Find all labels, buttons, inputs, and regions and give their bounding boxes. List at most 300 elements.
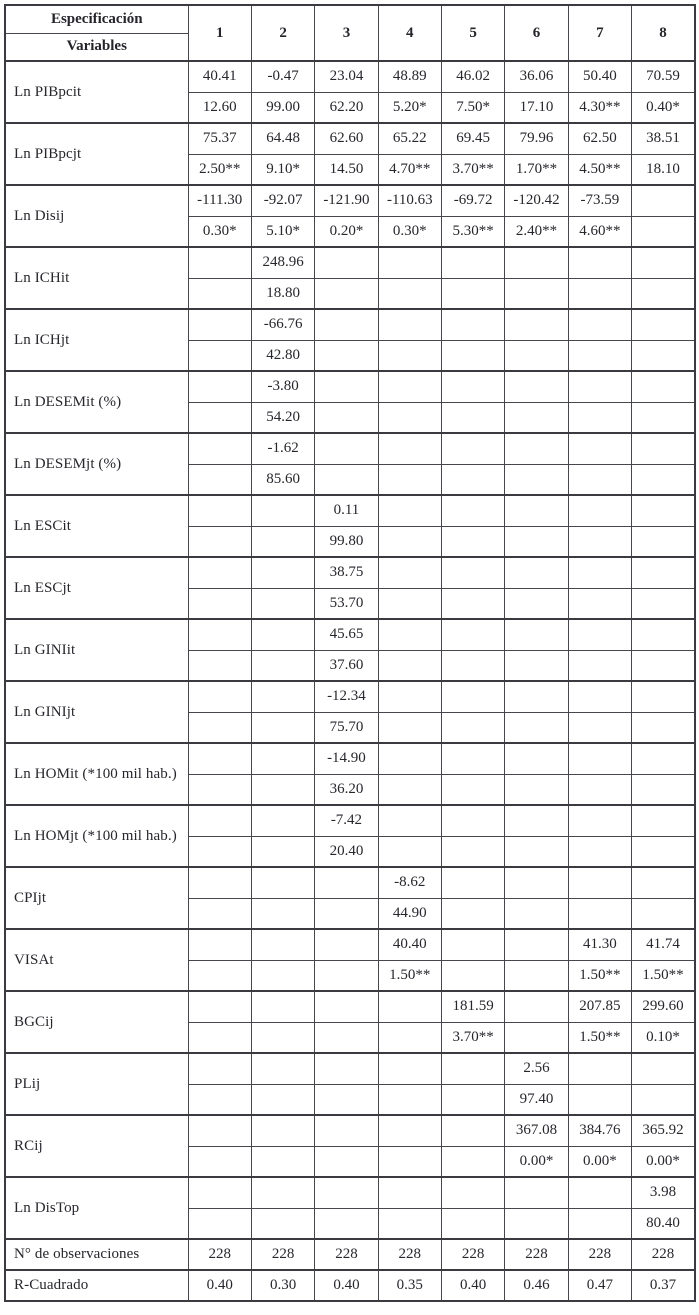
coef-cell: 62.50 (568, 123, 631, 154)
stat-cell: 0.20* (315, 216, 378, 247)
empty-cell (188, 309, 251, 340)
empty-cell (632, 402, 695, 433)
empty-cell (568, 557, 631, 588)
empty-cell (188, 1208, 251, 1239)
empty-cell (378, 464, 441, 495)
empty-cell (568, 1177, 631, 1208)
stat-cell: 20.40 (315, 836, 378, 867)
empty-cell (568, 898, 631, 929)
empty-cell (251, 1146, 314, 1177)
variable-row (5, 805, 695, 836)
empty-cell (188, 557, 251, 588)
empty-cell (251, 557, 314, 588)
coef-cell: 2.56 (505, 1053, 568, 1084)
summary-cell: 0.35 (378, 1270, 441, 1301)
summary-cell: 228 (632, 1239, 695, 1270)
empty-cell (251, 743, 314, 774)
stat-cell: 0.00* (568, 1146, 631, 1177)
empty-cell (505, 960, 568, 991)
empty-cell (315, 960, 378, 991)
summary-label: R-Cuadrado (5, 1270, 188, 1301)
coef-cell: -120.42 (505, 185, 568, 216)
stat-cell: 1.50** (568, 1022, 631, 1053)
empty-cell (505, 1208, 568, 1239)
variable-row (5, 1115, 695, 1146)
empty-cell (568, 712, 631, 743)
empty-cell (251, 526, 314, 557)
stat-cell: 53.70 (315, 588, 378, 619)
empty-cell (378, 247, 441, 278)
empty-cell (188, 650, 251, 681)
empty-cell (568, 681, 631, 712)
empty-cell (315, 1115, 378, 1146)
empty-cell (378, 991, 441, 1022)
empty-cell (568, 774, 631, 805)
regression-results-table (4, 4, 696, 1302)
stat-cell: 7.50* (441, 92, 504, 123)
empty-cell (632, 650, 695, 681)
empty-cell (251, 1053, 314, 1084)
empty-cell (378, 1053, 441, 1084)
empty-cell (505, 588, 568, 619)
coef-cell: 40.40 (378, 929, 441, 960)
coef-cell: 207.85 (568, 991, 631, 1022)
empty-cell (251, 1115, 314, 1146)
coef-cell: -14.90 (315, 743, 378, 774)
empty-cell (378, 1115, 441, 1146)
empty-cell (632, 1084, 695, 1115)
empty-cell (378, 1022, 441, 1053)
stat-cell: 18.10 (632, 154, 695, 185)
variable-label: Ln DESEMjt (%) (5, 433, 188, 495)
stat-cell: 0.00* (505, 1146, 568, 1177)
variable-label: Ln DisTop (5, 1177, 188, 1239)
empty-cell (378, 619, 441, 650)
table-header (5, 5, 695, 61)
variable-label: Ln PIBpcjt (5, 123, 188, 185)
empty-cell (568, 650, 631, 681)
variable-row (5, 371, 695, 402)
coef-cell: -121.90 (315, 185, 378, 216)
coef-cell: 181.59 (441, 991, 504, 1022)
empty-cell (251, 836, 314, 867)
empty-cell (505, 991, 568, 1022)
stat-cell: 4.70** (378, 154, 441, 185)
coef-cell: -110.63 (378, 185, 441, 216)
empty-cell (632, 557, 695, 588)
stat-cell: 54.20 (251, 402, 314, 433)
coef-cell: 38.51 (632, 123, 695, 154)
empty-cell (188, 495, 251, 526)
coef-cell: 367.08 (505, 1115, 568, 1146)
coef-cell: 70.59 (632, 61, 695, 92)
empty-cell (188, 743, 251, 774)
empty-cell (632, 216, 695, 247)
empty-cell (441, 557, 504, 588)
stat-cell: 0.00* (632, 1146, 695, 1177)
empty-cell (188, 929, 251, 960)
empty-cell (441, 1146, 504, 1177)
empty-cell (251, 805, 314, 836)
empty-cell (632, 433, 695, 464)
summary-cell: 0.37 (632, 1270, 695, 1301)
empty-cell (441, 1115, 504, 1146)
column-header-5: 5 (441, 5, 504, 61)
empty-cell (505, 898, 568, 929)
empty-cell (188, 836, 251, 867)
empty-cell (568, 402, 631, 433)
empty-cell (632, 371, 695, 402)
empty-cell (378, 526, 441, 557)
empty-cell (632, 495, 695, 526)
variable-label: Ln ICHjt (5, 309, 188, 371)
coef-cell: 365.92 (632, 1115, 695, 1146)
empty-cell (441, 743, 504, 774)
empty-cell (505, 774, 568, 805)
empty-cell (315, 1084, 378, 1115)
empty-cell (315, 929, 378, 960)
coef-cell: 299.60 (632, 991, 695, 1022)
empty-cell (632, 743, 695, 774)
empty-cell (441, 340, 504, 371)
empty-cell (315, 1146, 378, 1177)
coef-cell: 36.06 (505, 61, 568, 92)
empty-cell (441, 278, 504, 309)
empty-cell (251, 588, 314, 619)
coef-cell: -66.76 (251, 309, 314, 340)
coef-cell: -69.72 (441, 185, 504, 216)
summary-cell: 0.46 (505, 1270, 568, 1301)
column-header-4: 4 (378, 5, 441, 61)
summary-row (5, 1239, 695, 1270)
stat-cell: 18.80 (251, 278, 314, 309)
column-header-1: 1 (188, 5, 251, 61)
empty-cell (378, 681, 441, 712)
empty-cell (251, 712, 314, 743)
empty-cell (441, 371, 504, 402)
empty-cell (505, 371, 568, 402)
empty-cell (378, 743, 441, 774)
variable-row (5, 495, 695, 526)
empty-cell (378, 1084, 441, 1115)
empty-cell (632, 867, 695, 898)
empty-cell (378, 805, 441, 836)
empty-cell (441, 1177, 504, 1208)
coef-cell: 46.02 (441, 61, 504, 92)
empty-cell (315, 309, 378, 340)
stat-cell: 5.10* (251, 216, 314, 247)
empty-cell (568, 309, 631, 340)
variable-row (5, 743, 695, 774)
variable-label: CPIjt (5, 867, 188, 929)
summary-cell: 228 (505, 1239, 568, 1270)
stat-cell: 80.40 (632, 1208, 695, 1239)
empty-cell (441, 464, 504, 495)
empty-cell (251, 619, 314, 650)
empty-cell (568, 495, 631, 526)
empty-cell (505, 712, 568, 743)
column-header-6: 6 (505, 5, 568, 61)
summary-cell: 0.47 (568, 1270, 631, 1301)
empty-cell (315, 1053, 378, 1084)
variable-label: Ln PIBpcit (5, 61, 188, 123)
coef-cell: 45.65 (315, 619, 378, 650)
empty-cell (568, 1084, 631, 1115)
empty-cell (251, 1022, 314, 1053)
empty-cell (378, 340, 441, 371)
empty-cell (315, 340, 378, 371)
empty-cell (315, 991, 378, 1022)
empty-cell (441, 1053, 504, 1084)
empty-cell (568, 433, 631, 464)
empty-cell (632, 619, 695, 650)
coef-cell: 48.89 (378, 61, 441, 92)
empty-cell (188, 619, 251, 650)
variable-row (5, 867, 695, 898)
empty-cell (632, 247, 695, 278)
coef-cell: -7.42 (315, 805, 378, 836)
empty-cell (315, 402, 378, 433)
empty-cell (441, 495, 504, 526)
empty-cell (188, 867, 251, 898)
empty-cell (568, 1053, 631, 1084)
coef-cell: 50.40 (568, 61, 631, 92)
variable-row (5, 991, 695, 1022)
empty-cell (188, 340, 251, 371)
empty-cell (632, 588, 695, 619)
empty-cell (188, 774, 251, 805)
empty-cell (505, 619, 568, 650)
stat-cell: 75.70 (315, 712, 378, 743)
empty-cell (315, 247, 378, 278)
empty-cell (378, 402, 441, 433)
coef-cell: 248.96 (251, 247, 314, 278)
empty-cell (251, 898, 314, 929)
empty-cell (568, 805, 631, 836)
empty-cell (251, 960, 314, 991)
coef-cell: -0.47 (251, 61, 314, 92)
empty-cell (378, 309, 441, 340)
stat-cell: 99.00 (251, 92, 314, 123)
empty-cell (378, 650, 441, 681)
empty-cell (441, 929, 504, 960)
empty-cell (188, 960, 251, 991)
variable-label: Ln GINIit (5, 619, 188, 681)
empty-cell (378, 557, 441, 588)
variable-row (5, 619, 695, 650)
variable-label: BGCij (5, 991, 188, 1053)
summary-label: N° de observaciones (5, 1239, 188, 1270)
empty-cell (505, 743, 568, 774)
empty-cell (188, 1022, 251, 1053)
summary-cell: 0.40 (188, 1270, 251, 1301)
stat-cell: 0.40* (632, 92, 695, 123)
stat-cell: 3.70** (441, 154, 504, 185)
column-header-7: 7 (568, 5, 631, 61)
empty-cell (188, 371, 251, 402)
summary-cell: 228 (251, 1239, 314, 1270)
empty-cell (188, 681, 251, 712)
empty-cell (505, 309, 568, 340)
empty-cell (315, 1177, 378, 1208)
empty-cell (505, 650, 568, 681)
empty-cell (568, 526, 631, 557)
coef-cell: -12.34 (315, 681, 378, 712)
empty-cell (632, 309, 695, 340)
empty-cell (505, 402, 568, 433)
coef-cell: 62.60 (315, 123, 378, 154)
empty-cell (378, 278, 441, 309)
empty-cell (441, 433, 504, 464)
empty-cell (188, 1084, 251, 1115)
empty-cell (251, 1177, 314, 1208)
coef-cell: 40.41 (188, 61, 251, 92)
empty-cell (441, 309, 504, 340)
summary-cell: 228 (378, 1239, 441, 1270)
empty-cell (441, 805, 504, 836)
empty-cell (505, 526, 568, 557)
empty-cell (505, 278, 568, 309)
empty-cell (441, 898, 504, 929)
empty-cell (505, 433, 568, 464)
empty-cell (568, 464, 631, 495)
coef-cell: 64.48 (251, 123, 314, 154)
stat-cell: 2.50** (188, 154, 251, 185)
coef-cell: -3.80 (251, 371, 314, 402)
empty-cell (378, 433, 441, 464)
stat-cell: 42.80 (251, 340, 314, 371)
stat-cell: 4.50** (568, 154, 631, 185)
empty-cell (568, 247, 631, 278)
coef-cell: 3.98 (632, 1177, 695, 1208)
stat-cell: 36.20 (315, 774, 378, 805)
stat-cell: 0.30* (378, 216, 441, 247)
stat-cell: 1.70** (505, 154, 568, 185)
stat-cell: 99.80 (315, 526, 378, 557)
empty-cell (441, 712, 504, 743)
summary-cell: 0.30 (251, 1270, 314, 1301)
summary-cell: 228 (568, 1239, 631, 1270)
stat-cell: 62.20 (315, 92, 378, 123)
empty-cell (378, 371, 441, 402)
variable-label: Ln Disij (5, 185, 188, 247)
stat-cell: 97.40 (505, 1084, 568, 1115)
empty-cell (632, 464, 695, 495)
empty-cell (188, 464, 251, 495)
variable-label: Ln GINIjt (5, 681, 188, 743)
stat-cell: 0.30* (188, 216, 251, 247)
empty-cell (505, 1022, 568, 1053)
empty-cell (251, 991, 314, 1022)
empty-cell (188, 991, 251, 1022)
stat-cell: 12.60 (188, 92, 251, 123)
empty-cell (188, 526, 251, 557)
empty-cell (441, 1084, 504, 1115)
empty-cell (378, 495, 441, 526)
variables-header: Variables (5, 33, 188, 61)
empty-cell (632, 836, 695, 867)
stat-cell: 4.30** (568, 92, 631, 123)
variable-row (5, 185, 695, 216)
empty-cell (188, 805, 251, 836)
variable-row (5, 61, 695, 92)
stat-cell: 85.60 (251, 464, 314, 495)
coef-cell: 41.74 (632, 929, 695, 960)
coef-cell: 79.96 (505, 123, 568, 154)
empty-cell (505, 836, 568, 867)
stat-cell: 4.60** (568, 216, 631, 247)
empty-cell (505, 247, 568, 278)
empty-cell (568, 371, 631, 402)
variable-label: PLij (5, 1053, 188, 1115)
variable-label: Ln ESCjt (5, 557, 188, 619)
empty-cell (378, 1146, 441, 1177)
coef-cell: 69.45 (441, 123, 504, 154)
empty-cell (378, 1208, 441, 1239)
empty-cell (441, 867, 504, 898)
empty-cell (315, 1208, 378, 1239)
empty-cell (378, 712, 441, 743)
coef-cell: -73.59 (568, 185, 631, 216)
stat-cell: 37.60 (315, 650, 378, 681)
coef-cell: 23.04 (315, 61, 378, 92)
variable-row (5, 1177, 695, 1208)
empty-cell (315, 371, 378, 402)
empty-cell (441, 960, 504, 991)
empty-cell (505, 464, 568, 495)
variable-row (5, 433, 695, 464)
summary-cell: 228 (188, 1239, 251, 1270)
column-header-3: 3 (315, 5, 378, 61)
empty-cell (568, 836, 631, 867)
summary-cell: 0.40 (441, 1270, 504, 1301)
empty-cell (441, 681, 504, 712)
empty-cell (568, 340, 631, 371)
empty-cell (251, 1208, 314, 1239)
coef-cell: 41.30 (568, 929, 631, 960)
empty-cell (315, 1022, 378, 1053)
variable-row (5, 247, 695, 278)
coef-cell: -111.30 (188, 185, 251, 216)
coef-cell: 384.76 (568, 1115, 631, 1146)
empty-cell (632, 340, 695, 371)
variable-label: Ln HOMjt (*100 mil hab.) (5, 805, 188, 867)
stat-cell: 9.10* (251, 154, 314, 185)
variable-label: Ln HOMit (*100 mil hab.) (5, 743, 188, 805)
empty-cell (251, 774, 314, 805)
empty-cell (505, 495, 568, 526)
coef-cell: 38.75 (315, 557, 378, 588)
summary-cell: 0.40 (315, 1270, 378, 1301)
empty-cell (441, 774, 504, 805)
stat-cell: 1.50** (378, 960, 441, 991)
empty-cell (188, 588, 251, 619)
empty-cell (441, 1208, 504, 1239)
variable-row (5, 681, 695, 712)
table-body (5, 61, 695, 1301)
empty-cell (568, 867, 631, 898)
empty-cell (441, 588, 504, 619)
empty-cell (251, 495, 314, 526)
empty-cell (251, 681, 314, 712)
empty-cell (315, 464, 378, 495)
empty-cell (632, 278, 695, 309)
empty-cell (251, 1084, 314, 1115)
empty-cell (441, 650, 504, 681)
stat-cell: 0.10* (632, 1022, 695, 1053)
variable-label: Ln ICHit (5, 247, 188, 309)
empty-cell (441, 526, 504, 557)
